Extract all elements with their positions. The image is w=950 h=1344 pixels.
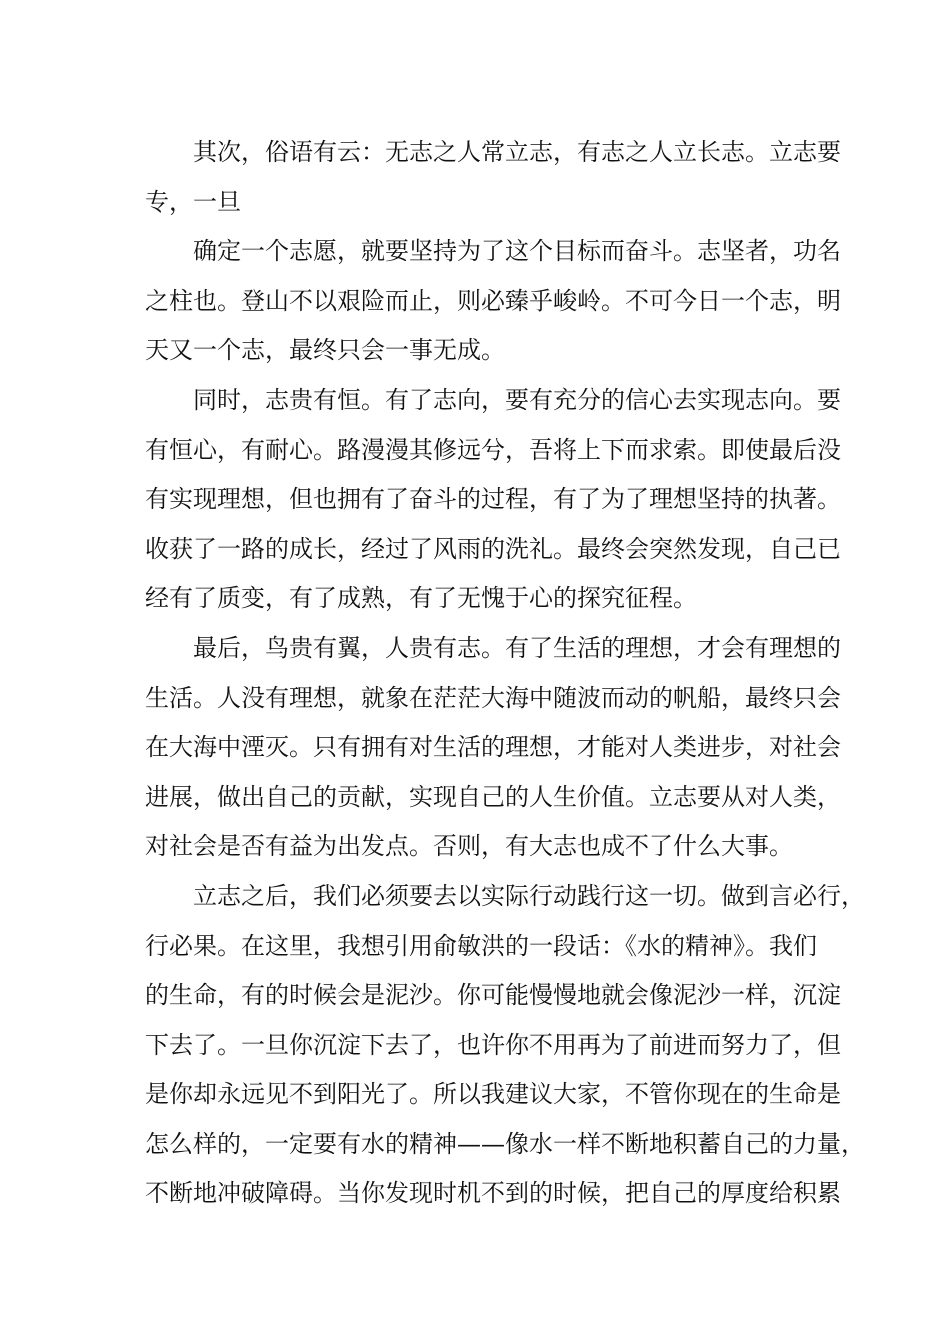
text-line: 同时，志贵有恒。有了志向，要有充分的信心去实现志向。要 bbox=[193, 385, 841, 414]
text-line: 在大海中湮灭。只有拥有对生活的理想，才能对人类进步，对社会 bbox=[145, 733, 841, 762]
text-line: 经有了质变，有了成熟，有了无愧于心的探究征程。 bbox=[145, 584, 697, 613]
text-line: 立志之后，我们必须要去以实际行动践行这一切。做到言必行， bbox=[193, 881, 865, 910]
text-line: 收获了一路的成长，经过了风雨的洗礼。最终会突然发现，自己已 bbox=[145, 534, 841, 563]
paragraph-5 bbox=[145, 872, 865, 1219]
paragraph-4 bbox=[145, 624, 841, 872]
document-body bbox=[145, 128, 865, 1219]
text-line: 之柱也。登山不以艰险而止，则必臻乎峻岭。不可今日一个志，明 bbox=[145, 286, 841, 315]
text-line: 有恒心，有耐心。路漫漫其修远兮，吾将上下而求索。即使最后没 bbox=[145, 435, 841, 464]
paragraph-2 bbox=[145, 227, 841, 376]
text-line: 行必果。在这里，我想引用俞敏洪的一段话：《水的精神》。我们 bbox=[145, 931, 817, 960]
text-line: 生活。人没有理想，就象在茫茫大海中随波而动的帆船，最终只会 bbox=[145, 683, 841, 712]
text-line: 不断地冲破障碍。当你发现时机不到的时候，把自己的厚度给积累 bbox=[145, 1179, 841, 1208]
text-line: 是你却永远见不到阳光了。所以我建议大家，不管你现在的生命是 bbox=[145, 1080, 841, 1109]
text-line: 天又一个志，最终只会一事无成。 bbox=[145, 336, 505, 365]
text-line: 其次，俗语有云：无志之人常立志，有志之人立长志。立志要 bbox=[193, 138, 841, 166]
text-line: 有实现理想，但也拥有了奋斗的过程，有了为了理想坚持的执著。 bbox=[145, 485, 841, 514]
text-line: 怎么样的，一定要有水的精神——像水一样不断地积蓄自己的力量， bbox=[145, 1129, 865, 1158]
text-line: 的生命，有的时候会是泥沙。你可能慢慢地就会像泥沙一样，沉淀 bbox=[145, 981, 841, 1010]
paragraph-3 bbox=[145, 376, 841, 624]
text-line: 专，一旦 bbox=[145, 187, 241, 216]
text-line: 确定一个志愿，就要坚持为了这个目标而奋斗。志坚者，功名 bbox=[193, 237, 841, 266]
text-line: 最后，鸟贵有翼，人贵有志。有了生活的理想，才会有理想的 bbox=[193, 633, 841, 662]
text-line: 进展，做出自己的贡献，实现自己的人生价值。立志要从对人类， bbox=[145, 782, 841, 811]
text-line: 下去了。一旦你沉淀下去了，也许你不用再为了前进而努力了，但 bbox=[145, 1030, 841, 1059]
paragraph-1 bbox=[145, 128, 841, 227]
text-line: 对社会是否有益为出发点。否则，有大志也成不了什么大事。 bbox=[145, 832, 793, 861]
